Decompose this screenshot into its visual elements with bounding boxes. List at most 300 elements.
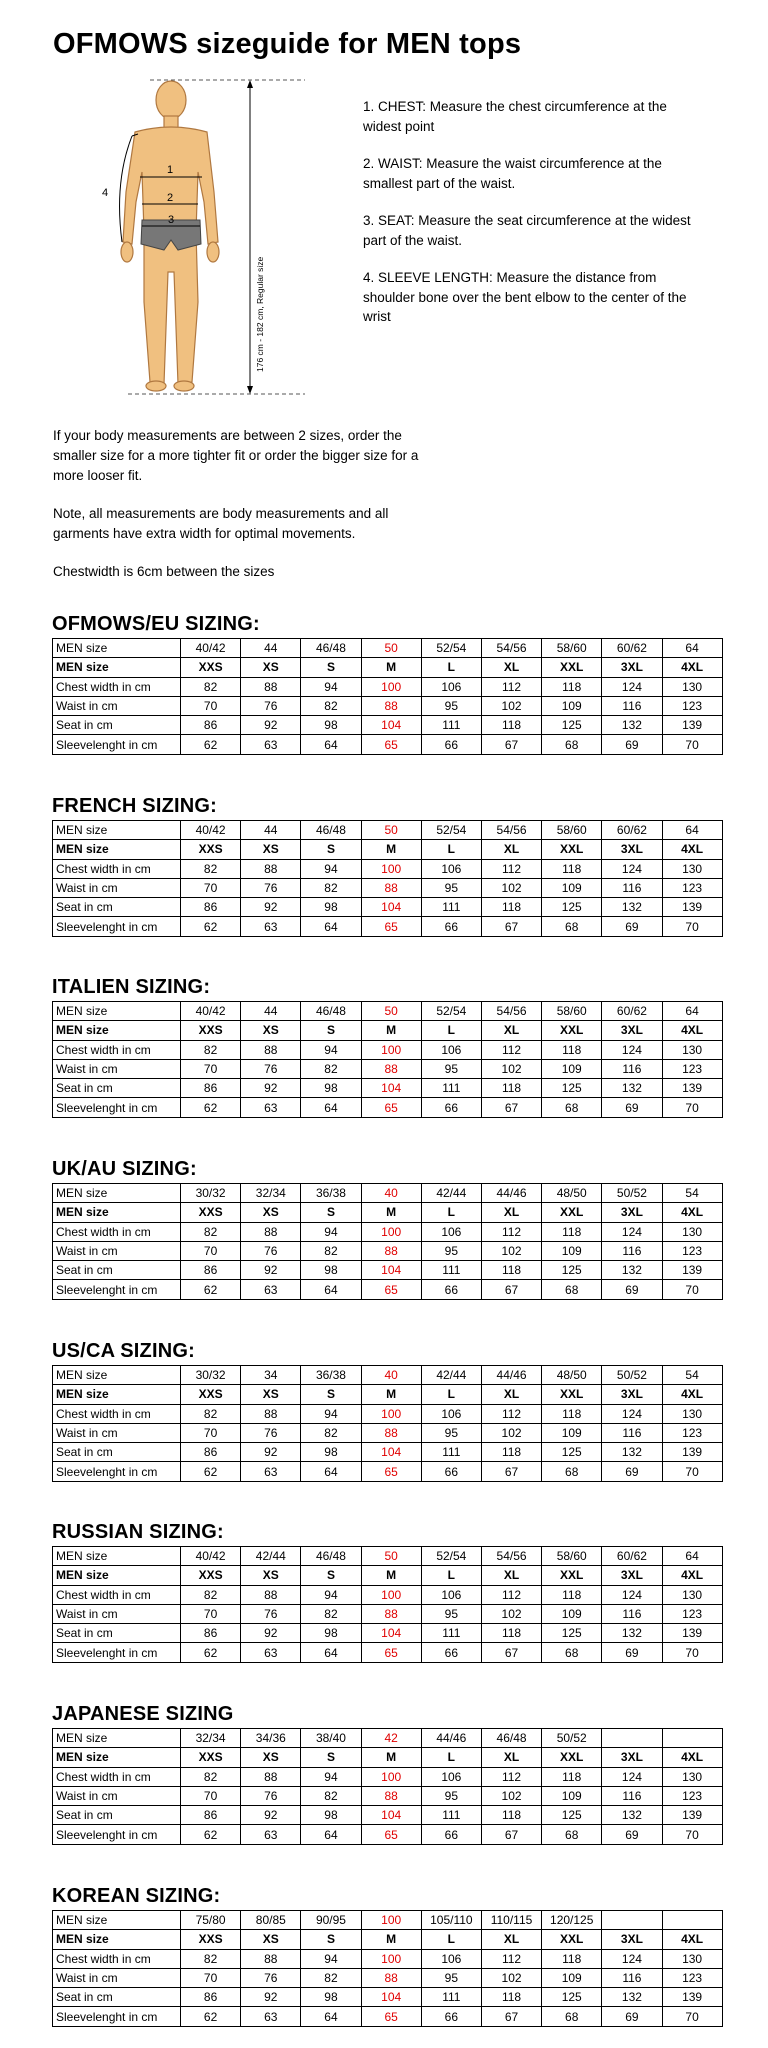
table-cell: 4XL xyxy=(662,1566,722,1585)
sizing-section-uk-au xyxy=(52,1157,722,1300)
table-cell: 63 xyxy=(241,1643,301,1662)
table-cell: 132 xyxy=(602,1806,662,1825)
table-row-chest xyxy=(53,1222,723,1241)
row-label: MEN size xyxy=(53,840,181,859)
table-cell: XXL xyxy=(542,1930,602,1949)
table-cell: 104 xyxy=(361,1988,421,2007)
table-row-seat xyxy=(53,1624,723,1643)
table-row-size xyxy=(53,821,723,840)
table-cell: 124 xyxy=(602,1404,662,1423)
table-cell: 124 xyxy=(602,859,662,878)
table-row-chest xyxy=(53,1949,723,1968)
table-cell: M xyxy=(361,1566,421,1585)
table-cell: XL xyxy=(481,1203,541,1222)
table-cell: 111 xyxy=(421,1443,481,1462)
table-cell: 3XL xyxy=(602,840,662,859)
row-label: Sleevelenght in cm xyxy=(53,2007,181,2026)
table-cell: 104 xyxy=(361,1443,421,1462)
table-cell: XS xyxy=(241,1021,301,1040)
table-cell: 64 xyxy=(301,735,361,754)
table-cell: 139 xyxy=(662,1261,722,1280)
table-cell: L xyxy=(421,1930,481,1949)
table-row-seat xyxy=(53,898,723,917)
table-cell: 42 xyxy=(361,1729,421,1748)
instruction-seat: 3. SEAT: Measure the seat circumference at the widest part of the waist. xyxy=(363,213,691,248)
table-cell: 130 xyxy=(662,677,722,696)
table-cell: 76 xyxy=(241,1059,301,1078)
table-cell: 36/38 xyxy=(301,1366,361,1385)
table-cell: 106 xyxy=(421,1222,481,1241)
table-cell: 132 xyxy=(602,1079,662,1098)
table-row-letter xyxy=(53,1203,723,1222)
table-cell: 52/54 xyxy=(421,639,481,658)
table-cell: 42/44 xyxy=(241,1547,301,1566)
table-cell: 62 xyxy=(181,735,241,754)
sizing-section-russian xyxy=(52,1520,722,1663)
table-cell: 40/42 xyxy=(181,1002,241,1021)
table-cell: 4XL xyxy=(662,1203,722,1222)
measure-label-3: 3 xyxy=(168,214,175,226)
table-cell: 132 xyxy=(602,1261,662,1280)
table-cell: 36/38 xyxy=(301,1184,361,1203)
table-cell: 76 xyxy=(241,1241,301,1260)
table-row-sleeve xyxy=(53,1643,723,1662)
table-cell: 62 xyxy=(181,917,241,936)
table-cell: 109 xyxy=(542,1423,602,1442)
table-cell: 3XL xyxy=(602,1385,662,1404)
table-row-letter xyxy=(53,1021,723,1040)
table-cell: 86 xyxy=(181,716,241,735)
table-cell: 132 xyxy=(602,898,662,917)
table-cell: 44/46 xyxy=(481,1184,541,1203)
table-cell: 118 xyxy=(542,1949,602,1968)
table-cell: 118 xyxy=(481,898,541,917)
row-label: Seat in cm xyxy=(53,1079,181,1098)
table-cell: 68 xyxy=(542,1098,602,1117)
table-cell: 100 xyxy=(361,1222,421,1241)
row-label: MEN size xyxy=(53,1566,181,1585)
table-cell: 67 xyxy=(481,735,541,754)
table-cell: 109 xyxy=(542,1786,602,1805)
table-cell: 68 xyxy=(542,735,602,754)
table-cell: S xyxy=(301,1385,361,1404)
table-cell: XS xyxy=(241,1930,301,1949)
table-cell: 130 xyxy=(662,1585,722,1604)
page-title: OFMOWS sizeguide for MEN tops xyxy=(53,28,522,60)
table-cell: 68 xyxy=(542,1462,602,1481)
table-cell: 123 xyxy=(662,1241,722,1260)
table-cell: XXL xyxy=(542,1566,602,1585)
row-label: Waist in cm xyxy=(53,1604,181,1623)
row-label: Sleevelenght in cm xyxy=(53,735,181,754)
table-cell: 82 xyxy=(301,696,361,715)
table-cell: L xyxy=(421,1021,481,1040)
row-label: Sleevelenght in cm xyxy=(53,1280,181,1299)
size-table xyxy=(52,1728,723,1845)
table-cell: 60/62 xyxy=(602,1002,662,1021)
table-cell: 64 xyxy=(301,917,361,936)
table-cell: S xyxy=(301,1930,361,1949)
section-title: OFMOWS/EU SIZING: xyxy=(52,613,260,635)
size-table xyxy=(52,638,723,755)
table-cell: XS xyxy=(241,1203,301,1222)
table-row-sleeve xyxy=(53,1462,723,1481)
table-cell: 88 xyxy=(241,1767,301,1786)
table-cell: M xyxy=(361,840,421,859)
table-cell: 118 xyxy=(481,1806,541,1825)
table-cell: 98 xyxy=(301,1806,361,1825)
table-row-size xyxy=(53,1366,723,1385)
row-label: Waist in cm xyxy=(53,1059,181,1078)
table-cell: 76 xyxy=(241,1423,301,1442)
table-cell xyxy=(662,1911,722,1930)
row-label: Seat in cm xyxy=(53,898,181,917)
table-cell: 63 xyxy=(241,1825,301,1844)
row-label: MEN size xyxy=(53,1021,181,1040)
table-cell: XL xyxy=(481,840,541,859)
table-cell: 82 xyxy=(181,677,241,696)
table-cell: 104 xyxy=(361,1079,421,1098)
table-cell: 64 xyxy=(301,1825,361,1844)
table-cell: 67 xyxy=(481,2007,541,2026)
row-label: MEN size xyxy=(53,1911,181,1930)
height-note: 176 cm - 182 cm, Regular size xyxy=(255,256,265,372)
table-cell: 4XL xyxy=(662,1021,722,1040)
table-cell: 125 xyxy=(542,1624,602,1643)
table-cell: 44 xyxy=(241,821,301,840)
table-cell: 4XL xyxy=(662,1748,722,1767)
table-cell: XL xyxy=(481,1385,541,1404)
row-label: MEN size xyxy=(53,1184,181,1203)
table-cell: 106 xyxy=(421,859,481,878)
table-cell: 82 xyxy=(301,1604,361,1623)
table-cell: L xyxy=(421,1203,481,1222)
table-cell: XL xyxy=(481,1566,541,1585)
table-cell: 112 xyxy=(481,1949,541,1968)
table-cell: 95 xyxy=(421,1968,481,1987)
table-cell: 66 xyxy=(421,917,481,936)
table-cell: XL xyxy=(481,1021,541,1040)
table-cell: 111 xyxy=(421,898,481,917)
table-cell: L xyxy=(421,1748,481,1767)
table-cell: 62 xyxy=(181,1280,241,1299)
table-cell: XL xyxy=(481,1930,541,1949)
table-cell: 69 xyxy=(602,1098,662,1117)
table-cell: 118 xyxy=(481,716,541,735)
table-cell: 86 xyxy=(181,1624,241,1643)
row-label: Seat in cm xyxy=(53,1443,181,1462)
row-label: Sleevelenght in cm xyxy=(53,1643,181,1662)
table-cell: 50/52 xyxy=(542,1729,602,1748)
table-cell: 65 xyxy=(361,1280,421,1299)
table-cell: 109 xyxy=(542,1059,602,1078)
table-cell: 98 xyxy=(301,716,361,735)
row-label: MEN size xyxy=(53,658,181,677)
size-table xyxy=(52,820,723,937)
note-chest-width: Chestwidth is 6cm between the sizes xyxy=(53,564,275,579)
table-cell: 109 xyxy=(542,1241,602,1260)
table-cell: 102 xyxy=(481,878,541,897)
table-cell: 48/50 xyxy=(542,1184,602,1203)
table-cell: 139 xyxy=(662,1988,722,2007)
table-cell: 3XL xyxy=(602,658,662,677)
table-cell: 46/48 xyxy=(301,821,361,840)
table-cell: 40/42 xyxy=(181,1547,241,1566)
table-cell: 106 xyxy=(421,1404,481,1423)
row-label: Waist in cm xyxy=(53,1968,181,1987)
table-cell: 102 xyxy=(481,1423,541,1442)
table-cell: 118 xyxy=(481,1261,541,1280)
table-cell: 4XL xyxy=(662,840,722,859)
table-cell: 100 xyxy=(361,1404,421,1423)
table-cell: 63 xyxy=(241,1462,301,1481)
sizing-section-french xyxy=(52,794,722,937)
table-row-letter xyxy=(53,658,723,677)
table-cell: 65 xyxy=(361,2007,421,2026)
row-label: MEN size xyxy=(53,1366,181,1385)
table-cell: 95 xyxy=(421,1423,481,1442)
table-cell: 132 xyxy=(602,716,662,735)
table-cell: L xyxy=(421,840,481,859)
table-row-size xyxy=(53,1729,723,1748)
row-label: Chest width in cm xyxy=(53,1040,181,1059)
table-cell: M xyxy=(361,1021,421,1040)
table-cell: 30/32 xyxy=(181,1184,241,1203)
table-cell: XXL xyxy=(542,1748,602,1767)
section-title: UK/AU SIZING: xyxy=(52,1158,197,1180)
measurement-instructions xyxy=(363,97,693,345)
table-cell: 70 xyxy=(662,1098,722,1117)
table-cell: 123 xyxy=(662,878,722,897)
table-cell xyxy=(662,1729,722,1748)
table-row-size xyxy=(53,1547,723,1566)
table-cell: 100 xyxy=(361,1911,421,1930)
table-cell: S xyxy=(301,1566,361,1585)
table-cell: XXS xyxy=(181,658,241,677)
table-cell: 82 xyxy=(301,1786,361,1805)
table-cell: 70 xyxy=(662,1462,722,1481)
sizing-section-japanese xyxy=(52,1702,722,1845)
table-cell: 102 xyxy=(481,1059,541,1078)
table-cell: 111 xyxy=(421,716,481,735)
table-cell: 118 xyxy=(542,1404,602,1423)
table-cell: 86 xyxy=(181,1443,241,1462)
table-cell: 3XL xyxy=(602,1203,662,1222)
table-cell: 116 xyxy=(602,1968,662,1987)
table-cell: 94 xyxy=(301,1767,361,1786)
sizing-section-eu xyxy=(52,612,722,755)
table-cell: 94 xyxy=(301,1585,361,1604)
table-cell: 58/60 xyxy=(542,1547,602,1566)
table-cell: 118 xyxy=(542,1585,602,1604)
section-title: JAPANESE SIZING xyxy=(52,1703,234,1725)
table-cell: 3XL xyxy=(602,1566,662,1585)
table-cell: 54/56 xyxy=(481,639,541,658)
row-label: Waist in cm xyxy=(53,696,181,715)
table-cell: 76 xyxy=(241,1786,301,1805)
table-cell: L xyxy=(421,658,481,677)
table-cell: 88 xyxy=(361,1241,421,1260)
table-cell: 124 xyxy=(602,1949,662,1968)
table-cell: 111 xyxy=(421,1079,481,1098)
table-cell: 102 xyxy=(481,1604,541,1623)
table-cell: 44/46 xyxy=(481,1366,541,1385)
table-cell: XS xyxy=(241,1566,301,1585)
table-cell: 80/85 xyxy=(241,1911,301,1930)
table-cell: 40 xyxy=(361,1366,421,1385)
table-cell: 88 xyxy=(361,1423,421,1442)
table-cell: 62 xyxy=(181,2007,241,2026)
table-row-seat xyxy=(53,716,723,735)
table-cell: 112 xyxy=(481,677,541,696)
table-row-chest xyxy=(53,1404,723,1423)
table-cell: 110/115 xyxy=(481,1911,541,1930)
row-label: Chest width in cm xyxy=(53,1404,181,1423)
table-cell: M xyxy=(361,1930,421,1949)
table-cell: 64 xyxy=(301,1462,361,1481)
table-cell: 125 xyxy=(542,1988,602,2007)
table-cell: 46/48 xyxy=(301,639,361,658)
measure-label-2: 2 xyxy=(167,192,174,204)
table-cell: 112 xyxy=(481,1404,541,1423)
section-title: FRENCH SIZING: xyxy=(52,795,218,817)
table-row-sleeve xyxy=(53,1280,723,1299)
table-cell: 50 xyxy=(361,821,421,840)
table-cell: 112 xyxy=(481,1767,541,1786)
fit-notes xyxy=(53,426,423,600)
table-cell: 60/62 xyxy=(602,1547,662,1566)
table-row-size xyxy=(53,1911,723,1930)
row-label: Chest width in cm xyxy=(53,1767,181,1786)
table-cell: 139 xyxy=(662,1079,722,1098)
table-cell: 50 xyxy=(361,1547,421,1566)
table-cell: 88 xyxy=(361,696,421,715)
table-cell: 66 xyxy=(421,735,481,754)
table-cell: 34 xyxy=(241,1366,301,1385)
table-cell: 63 xyxy=(241,1098,301,1117)
table-cell: 50 xyxy=(361,639,421,658)
table-cell: 106 xyxy=(421,1949,481,1968)
table-cell: 65 xyxy=(361,1098,421,1117)
row-label: MEN size xyxy=(53,1729,181,1748)
row-label: Chest width in cm xyxy=(53,1222,181,1241)
table-cell: 42/44 xyxy=(421,1184,481,1203)
table-cell: 105/110 xyxy=(421,1911,481,1930)
table-cell xyxy=(602,1729,662,1748)
table-cell: 65 xyxy=(361,1462,421,1481)
table-cell: 66 xyxy=(421,2007,481,2026)
table-cell: 104 xyxy=(361,1624,421,1643)
table-cell: 64 xyxy=(301,1643,361,1662)
table-cell: 76 xyxy=(241,696,301,715)
table-cell: 94 xyxy=(301,1222,361,1241)
table-cell: XXS xyxy=(181,840,241,859)
table-row-letter xyxy=(53,1930,723,1949)
table-cell: 70 xyxy=(181,1786,241,1805)
table-cell: 123 xyxy=(662,1423,722,1442)
note-between-sizes: If your body measurements are between 2 sizes, order the smaller size for a more tighter fit or order the bigger size for a more looser fit. xyxy=(53,428,419,483)
table-cell: L xyxy=(421,1385,481,1404)
table-cell: 86 xyxy=(181,1079,241,1098)
section-title: ITALIEN SIZING: xyxy=(52,976,211,998)
table-cell: 58/60 xyxy=(542,821,602,840)
table-cell: 123 xyxy=(662,1786,722,1805)
table-cell: 109 xyxy=(542,878,602,897)
table-row-waist xyxy=(53,1604,723,1623)
table-row-sleeve xyxy=(53,917,723,936)
table-cell: 95 xyxy=(421,696,481,715)
table-cell: 70 xyxy=(181,878,241,897)
table-cell: 95 xyxy=(421,1059,481,1078)
table-row-waist xyxy=(53,1423,723,1442)
table-cell: 4XL xyxy=(662,658,722,677)
table-cell: 64 xyxy=(301,2007,361,2026)
row-label: Waist in cm xyxy=(53,1423,181,1442)
table-cell: 90/95 xyxy=(301,1911,361,1930)
table-cell: 76 xyxy=(241,1604,301,1623)
table-cell: 95 xyxy=(421,1786,481,1805)
table-cell: 132 xyxy=(602,1988,662,2007)
table-cell: S xyxy=(301,1203,361,1222)
table-row-waist xyxy=(53,1241,723,1260)
table-cell: 139 xyxy=(662,898,722,917)
table-cell: 65 xyxy=(361,1825,421,1844)
table-cell: 95 xyxy=(421,878,481,897)
table-row-waist xyxy=(53,878,723,897)
table-cell: 32/34 xyxy=(241,1184,301,1203)
table-cell: 116 xyxy=(602,1241,662,1260)
table-cell: 66 xyxy=(421,1462,481,1481)
table-cell: 132 xyxy=(602,1443,662,1462)
table-cell: 82 xyxy=(181,1404,241,1423)
table-cell: 64 xyxy=(662,1547,722,1566)
sizing-section-korean xyxy=(52,1884,722,2027)
table-row-size xyxy=(53,639,723,658)
table-cell: 98 xyxy=(301,1988,361,2007)
table-cell: 44/46 xyxy=(421,1729,481,1748)
table-cell: 123 xyxy=(662,1604,722,1623)
table-cell: 67 xyxy=(481,1098,541,1117)
row-label: MEN size xyxy=(53,1385,181,1404)
table-cell: 69 xyxy=(602,1462,662,1481)
table-cell: M xyxy=(361,1748,421,1767)
table-cell: M xyxy=(361,658,421,677)
table-cell: 112 xyxy=(481,1040,541,1059)
table-cell: 46/48 xyxy=(301,1002,361,1021)
table-cell: 88 xyxy=(361,1968,421,1987)
table-cell: 70 xyxy=(662,2007,722,2026)
table-cell: 95 xyxy=(421,1604,481,1623)
table-cell: XXL xyxy=(542,840,602,859)
table-cell: 98 xyxy=(301,1443,361,1462)
table-row-sleeve xyxy=(53,2007,723,2026)
table-cell: 82 xyxy=(181,1585,241,1604)
row-label: Sleevelenght in cm xyxy=(53,1098,181,1117)
table-cell: 44 xyxy=(241,1002,301,1021)
row-label: Sleevelenght in cm xyxy=(53,1462,181,1481)
table-cell: 125 xyxy=(542,898,602,917)
table-cell: 139 xyxy=(662,716,722,735)
table-cell: 82 xyxy=(181,1767,241,1786)
note-body-measurements: Note, all measurements are body measurements and all garments have extra width for optimal movements. xyxy=(53,506,389,541)
table-cell: 76 xyxy=(241,878,301,897)
table-cell: XXL xyxy=(542,658,602,677)
row-label: Seat in cm xyxy=(53,1806,181,1825)
table-cell: 67 xyxy=(481,917,541,936)
table-cell: XXS xyxy=(181,1021,241,1040)
table-cell: 125 xyxy=(542,1806,602,1825)
table-cell: 130 xyxy=(662,1040,722,1059)
